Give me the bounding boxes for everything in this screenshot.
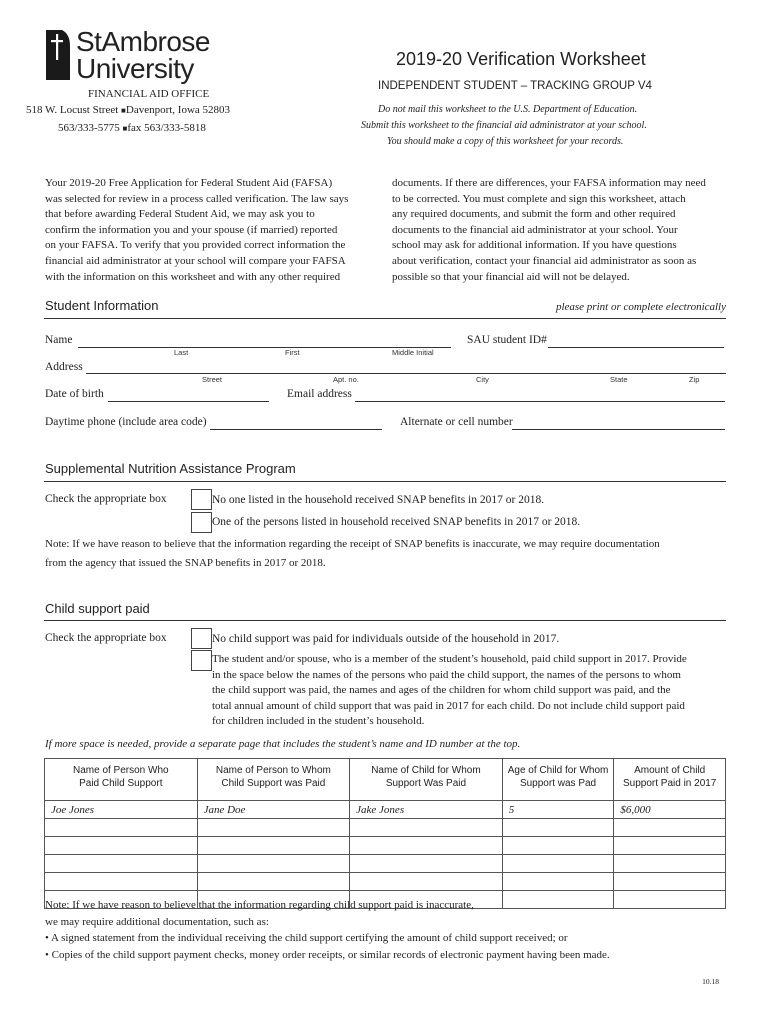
instruction-line-1: Do not mail this worksheet to the U.S. Department of Education. <box>378 104 638 115</box>
office-address <box>26 104 230 116</box>
table-cell[interactable] <box>45 873 198 891</box>
snap-check-label: Check the appropriate box <box>45 493 167 505</box>
intro-left-line: confirm the information you and your spouse (if married) reported <box>45 223 338 236</box>
table-cell[interactable] <box>502 855 614 873</box>
table-cell[interactable] <box>614 855 726 873</box>
cs-checkbox-paid[interactable] <box>191 650 212 671</box>
section-divider <box>44 481 726 482</box>
email-field[interactable] <box>355 401 725 402</box>
address-label: Address <box>45 361 83 373</box>
example-payer: Joe Jones <box>45 801 198 819</box>
snap-note-line-1: Note: If we have reason to believe that the information regarding the receipt of SNAP benefits is inaccurate, we may require documentation <box>45 538 660 550</box>
table-row[interactable] <box>45 873 726 891</box>
header-child-age <box>502 759 614 801</box>
snap-option-received: One of the persons listed in household received SNAP benefits in 2017 or 2018. <box>212 516 581 528</box>
section-title-student-info: Student Information <box>45 298 159 313</box>
address-sub-city: City <box>476 375 489 384</box>
intro-right-line: about verification, contact your financial aid administrator as soon as <box>392 254 697 267</box>
section-divider <box>44 318 726 319</box>
address-field[interactable] <box>86 373 726 374</box>
table-row[interactable] <box>45 837 726 855</box>
page-subtitle: INDEPENDENT STUDENT – TRACKING GROUP V4 <box>378 80 652 92</box>
snap-checkbox-received[interactable] <box>191 512 212 533</box>
dob-label: Date of birth <box>45 388 104 400</box>
table-cell[interactable] <box>45 819 198 837</box>
cs-note <box>45 897 735 963</box>
print-note: please print or complete electronically <box>555 301 726 313</box>
bullet-icon: ■ <box>122 124 128 133</box>
intro-right-line: school may ask for additional information. If you have questions <box>392 239 677 252</box>
header-payer-line: Paid Child Support <box>79 778 163 789</box>
dob-field[interactable] <box>108 401 269 402</box>
intro-left <box>45 176 365 285</box>
intro-left-line: was selected for review in a process called verification. The law says <box>45 192 349 205</box>
table-row[interactable] <box>45 819 726 837</box>
table-cell[interactable] <box>197 873 350 891</box>
intro-right-line: documents. If there are differences, your FAFSA information may need <box>392 177 706 189</box>
bullet-icon: ■ <box>121 106 126 115</box>
intro-right-line: documents to the financial aid administrator at your school. Your <box>392 223 678 236</box>
snap-note-line-2: from the agency that issued the SNAP benefits in 2017 or 2018. <box>45 557 326 569</box>
sau-id-field[interactable] <box>548 347 724 348</box>
header-amount-line: Amount of Child <box>634 765 706 776</box>
header-payee <box>197 759 350 801</box>
header-child-name <box>350 759 503 801</box>
example-payee: Jane Doe <box>197 801 350 819</box>
phone-field[interactable] <box>210 429 382 430</box>
cs-option-paid-line: the child support was paid, the names and ages of the children for whom child support was paid, and the <box>212 684 671 697</box>
snap-option-none: No one listed in the household received SNAP benefits in 2017 or 2018. <box>212 494 545 506</box>
header-payer <box>45 759 198 801</box>
table-cell[interactable] <box>350 819 503 837</box>
child-support-table <box>44 758 726 909</box>
address-sub-zip: Zip <box>689 375 700 384</box>
table-cell[interactable] <box>502 837 614 855</box>
sau-id-label: SAU student ID# <box>467 334 547 346</box>
phone-label: Daytime phone (include area code) <box>45 416 207 428</box>
table-row-example <box>45 801 726 819</box>
address-city: Davenport, Iowa 52803 <box>125 104 231 116</box>
section-title-snap: Supplemental Nutrition Assistance Program <box>45 461 296 476</box>
cs-note-line: Note: If we have reason to believe that the information regarding child support paid is inaccurate, <box>45 899 474 911</box>
intro-left-line: with the information on this worksheet and with any other required <box>45 270 341 283</box>
header-child-name-line: Name of Child for Whom <box>371 765 481 776</box>
table-cell[interactable] <box>45 837 198 855</box>
table-cell[interactable] <box>350 855 503 873</box>
header-payee-line: Name of Person to Whom <box>215 765 331 776</box>
intro-left-line: Your 2019-20 Free Application for Federal Student Aid (FAFSA) <box>45 177 333 189</box>
intro-right-line: possible so that your financial aid will not be delayed. <box>392 270 630 283</box>
section-divider <box>44 620 726 621</box>
table-header-row <box>45 759 726 801</box>
table-cell[interactable] <box>614 873 726 891</box>
page-title: 2019-20 Verification Worksheet <box>396 49 646 69</box>
intro-right <box>392 176 732 285</box>
cs-note-line: • A signed statement from the individual receiving the child support certifying the amount of child support received; or <box>45 932 568 944</box>
office-phone: 563/333-5775 <box>58 122 120 134</box>
name-sub-last: Last <box>174 348 189 357</box>
cross-emblem-icon <box>44 26 72 82</box>
table-row[interactable] <box>45 855 726 873</box>
address-sub-street: Street <box>202 375 223 384</box>
alt-phone-label: Alternate or cell number <box>400 416 513 428</box>
cs-note-line: • Copies of the child support payment checks, money order receipts, or similar records of electronic payment having been made. <box>45 948 610 961</box>
table-cell[interactable] <box>614 837 726 855</box>
intro-left-line: that before awarding Federal Student Aid, we may ask you to <box>45 208 315 221</box>
table-cell[interactable] <box>614 819 726 837</box>
example-amount: $6,000 <box>614 801 726 819</box>
cs-note-line: we may require additional documentation, such as: <box>45 915 269 928</box>
intro-right-line: to be corrected. You must complete and sign this worksheet, attach <box>392 192 686 205</box>
name-label: Name <box>45 334 73 346</box>
name-sub-first: First <box>285 348 300 357</box>
intro-left-line: financial aid administrator at your school will compare your FAFSA <box>45 254 346 267</box>
office-fax: fax 563/333-5818 <box>127 122 206 134</box>
office-name: FINANCIAL AID OFFICE <box>88 88 210 100</box>
header-payee-line: Child Support was Paid <box>221 778 326 789</box>
cs-option-paid <box>212 652 727 730</box>
example-child-name: Jake Jones <box>350 801 503 819</box>
form-version-code: 10.18 <box>702 977 719 986</box>
table-cell[interactable] <box>197 819 350 837</box>
header-child-age-line: Age of Child for Whom <box>507 765 609 776</box>
table-cell[interactable] <box>502 873 614 891</box>
cs-option-paid-line: total annual amount of child support that was paid in 2017 for each child. Do not include child support paid <box>212 699 685 712</box>
table-cell[interactable] <box>350 873 503 891</box>
instruction-line-3: You should make a copy of this worksheet for your records. <box>387 136 624 147</box>
header-child-age-line: Support was Pad <box>519 778 597 789</box>
logo-line-1: StAmbrose <box>76 26 210 57</box>
email-label: Email address <box>287 388 352 400</box>
section-title-child-support: Child support paid <box>45 601 150 616</box>
table-cell[interactable] <box>45 855 198 873</box>
snap-checkbox-none[interactable] <box>191 489 212 510</box>
cs-option-paid-line: for children included in the student’s household. <box>212 715 425 728</box>
intro-left-line: on your FAFSA. To verify that you provided correct information the <box>45 239 346 252</box>
cs-option-none: No child support was paid for individuals outside of the household in 2017. <box>212 633 560 645</box>
address-sub-apt: Apt. no. <box>333 375 359 384</box>
table-cell[interactable] <box>502 819 614 837</box>
cs-option-paid-line: in the space below the names of the persons who paid the child support, the names of the persons to whom <box>212 668 681 681</box>
address-sub-state: State <box>610 375 628 384</box>
office-phones <box>58 122 206 134</box>
header-amount-line: Support Paid in 2017 <box>622 778 717 789</box>
header-payer-line: Name of Person Who <box>72 765 169 776</box>
alt-phone-field[interactable] <box>512 429 725 430</box>
table-cell[interactable] <box>197 837 350 855</box>
table-cell[interactable] <box>197 855 350 873</box>
header-amount <box>614 759 726 801</box>
more-space-note: If more space is needed, provide a separate page that includes the student’s name and ID number at the top. <box>45 738 521 750</box>
address-street: 518 W. Locust Street <box>26 104 119 116</box>
name-sub-middle: Middle Initial <box>392 348 434 357</box>
example-child-age: 5 <box>502 801 614 819</box>
intro-right-line: any required documents, and submit the form and other required <box>392 208 676 221</box>
cs-option-paid-line: The student and/or spouse, who is a member of the student’s household, paid child support in 2017. Provide <box>212 653 687 665</box>
table-cell[interactable] <box>350 837 503 855</box>
cs-check-label: Check the appropriate box <box>45 632 167 644</box>
logo-line-2: University <box>76 53 194 84</box>
header-child-name-line: Support Was Paid <box>385 778 467 789</box>
instruction-line-2: Submit this worksheet to the financial aid administrator at your school. <box>361 120 647 131</box>
cs-checkbox-none[interactable] <box>191 628 212 649</box>
